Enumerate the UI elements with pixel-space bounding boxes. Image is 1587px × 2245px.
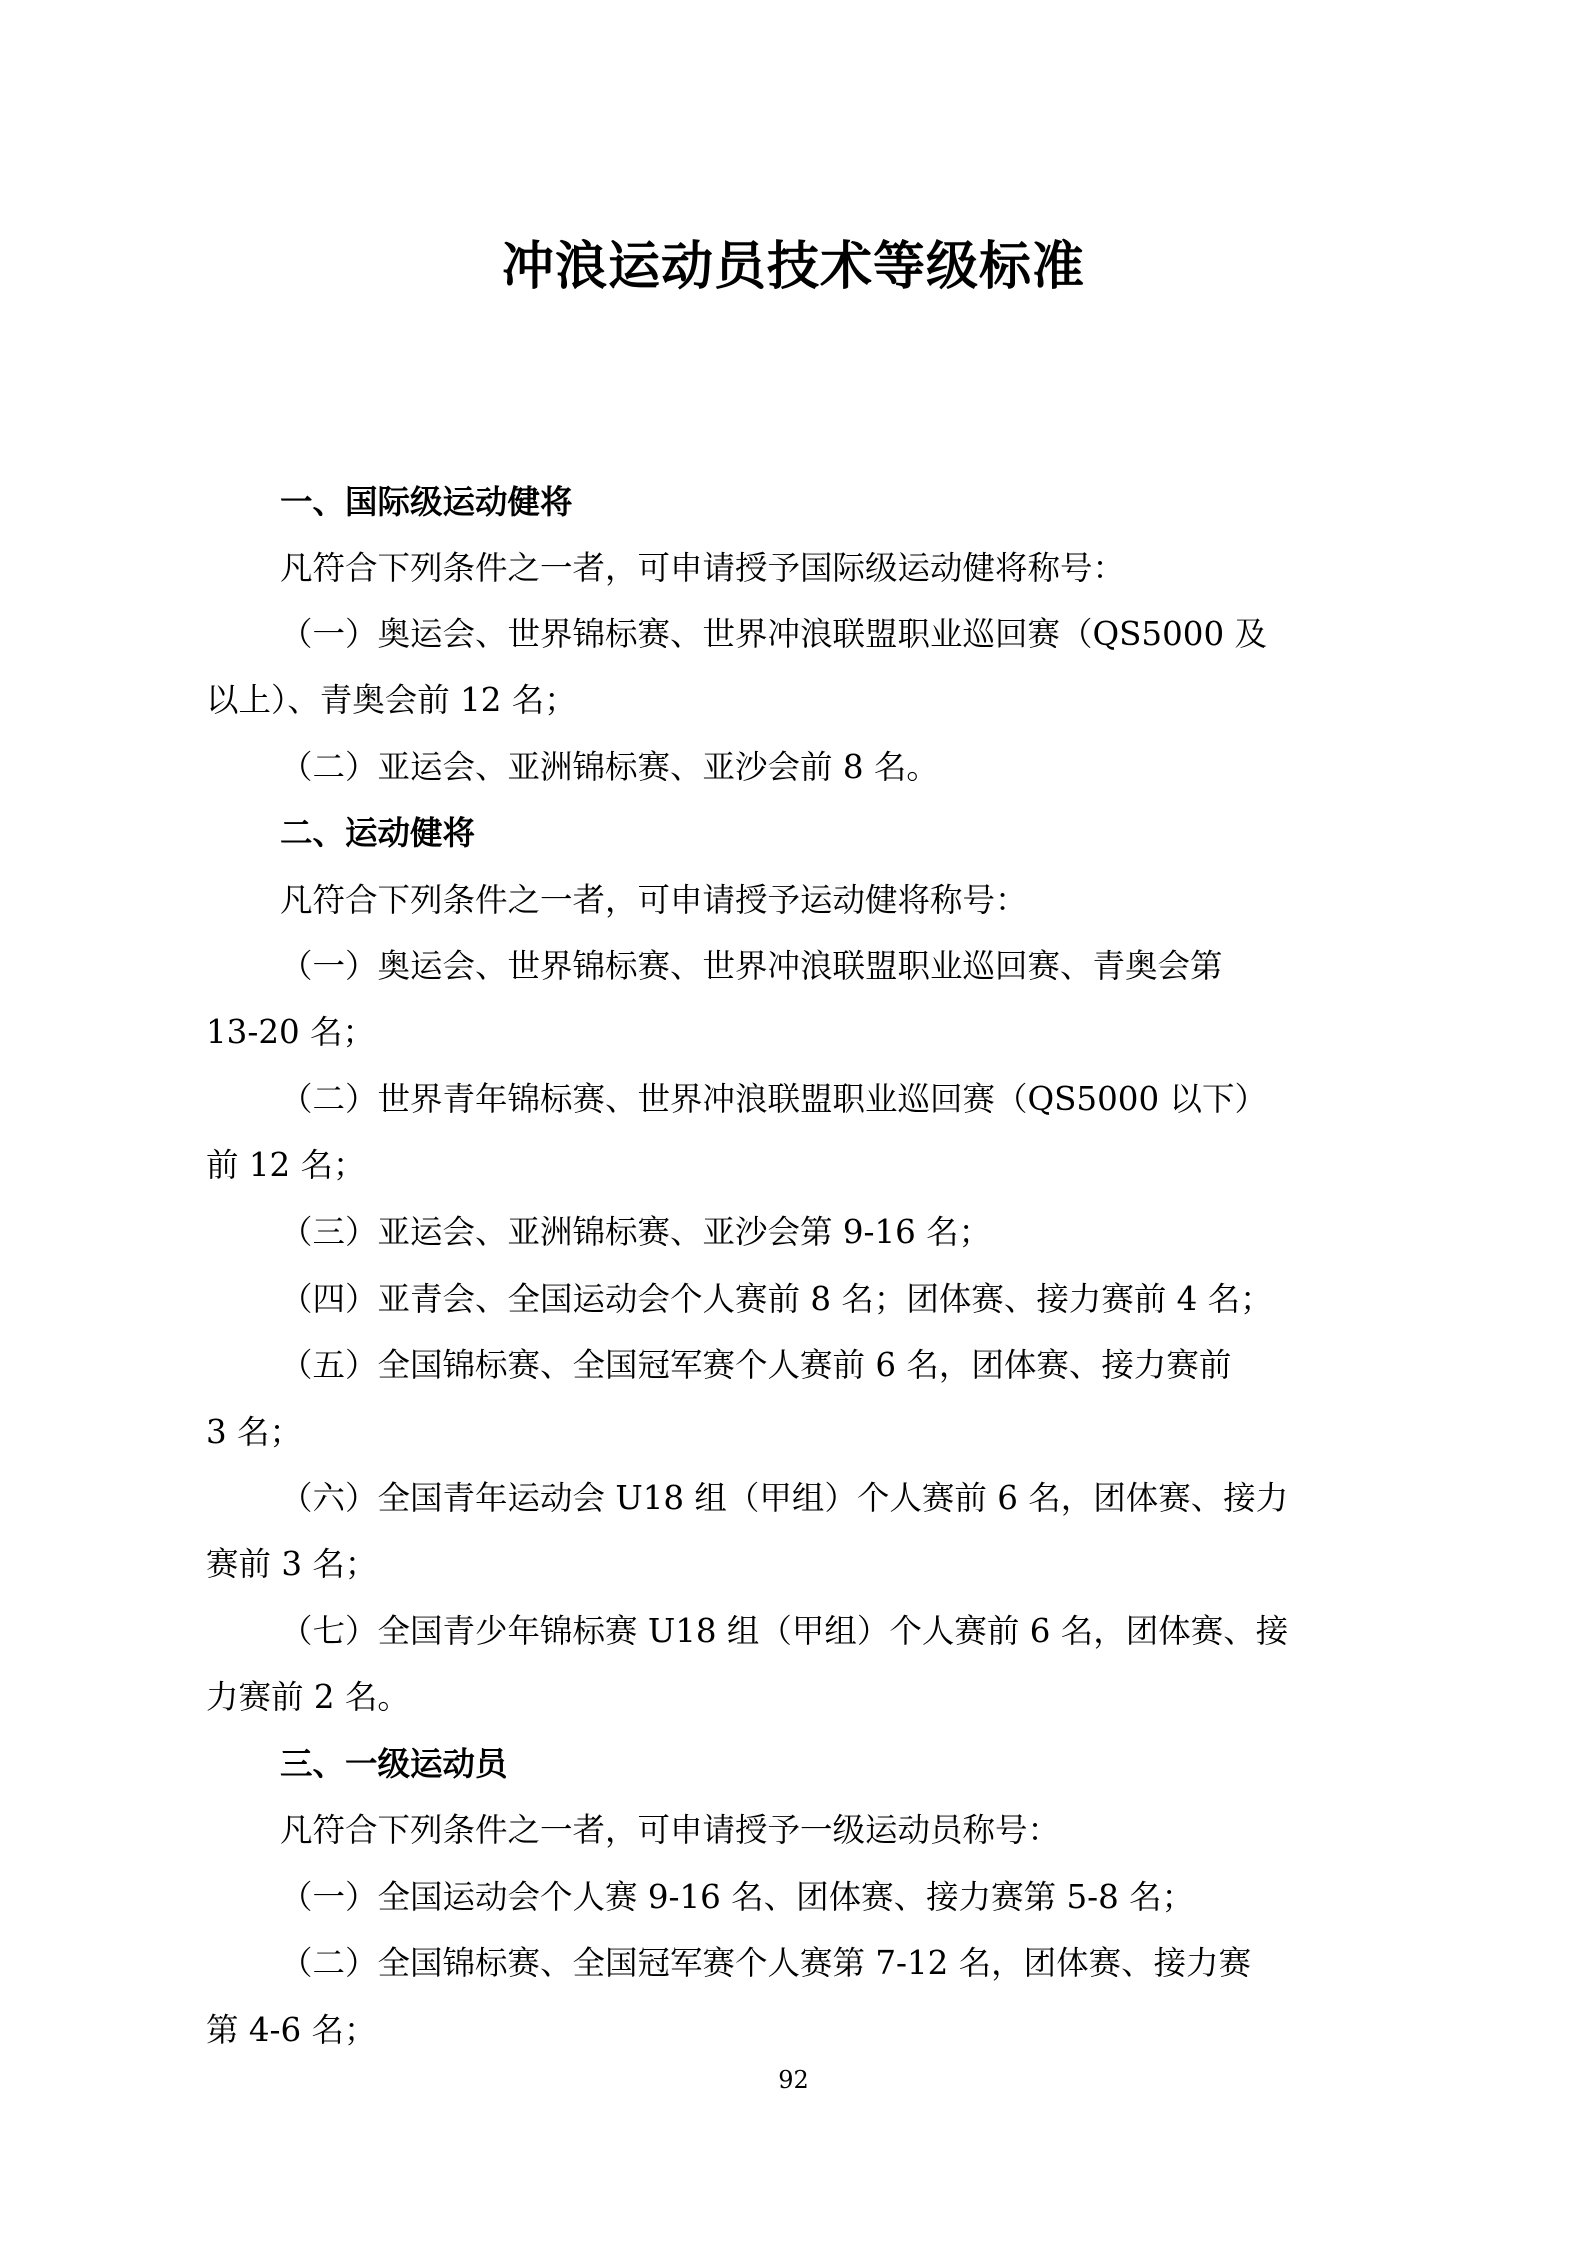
section-heading-first-class: 三、一级运动员 xyxy=(280,1745,508,1783)
paragraph-line: （一）奥运会、世界锦标赛、世界冲浪联盟职业巡回赛、青奥会第 xyxy=(280,947,1223,985)
paragraph-line: 凡符合下列条件之一者，可申请授予运动健将称号： xyxy=(280,881,1028,919)
paragraph-line: （二）世界青年锦标赛、世界冲浪联盟职业巡回赛（QS5000 以下） xyxy=(280,1080,1267,1118)
paragraph-line: 前 12 名； xyxy=(206,1146,366,1184)
page-number: 92 xyxy=(778,2066,809,2094)
paragraph-line: （三）亚运会、亚洲锦标赛、亚沙会第 9-16 名； xyxy=(280,1213,992,1251)
paragraph-line: （二）亚运会、亚洲锦标赛、亚沙会前 8 名。 xyxy=(280,748,939,786)
paragraph-line: （四）亚青会、全国运动会个人赛前 8 名；团体赛、接力赛前 4 名； xyxy=(280,1280,1273,1318)
paragraph-line: 以上）、青奥会前 12 名； xyxy=(206,681,577,719)
paragraph-line: （六）全国青年运动会 U18 组（甲组）个人赛前 6 名，团体赛、接力 xyxy=(280,1479,1289,1517)
page-title: 冲浪运动员技术等级标准 xyxy=(501,236,1085,297)
paragraph-line: （一）奥运会、世界锦标赛、世界冲浪联盟职业巡回赛（QS5000 及 xyxy=(280,615,1267,653)
paragraph-line: （七）全国青少年锦标赛 U18 组（甲组）个人赛前 6 名，团体赛、接 xyxy=(280,1612,1289,1650)
section-heading-international-master: 一、国际级运动健将 xyxy=(280,483,573,521)
paragraph-line: （一）全国运动会个人赛 9-16 名、团体赛、接力赛第 5-8 名； xyxy=(280,1878,1195,1916)
paragraph-line: 凡符合下列条件之一者，可申请授予一级运动员称号： xyxy=(280,1811,1061,1849)
paragraph-line: 凡符合下列条件之一者，可申请授予国际级运动健将称号： xyxy=(280,549,1126,587)
paragraph-line: 3 名； xyxy=(206,1413,303,1451)
section-heading-master: 二、运动健将 xyxy=(280,814,476,852)
paragraph-line: 13-20 名； xyxy=(206,1013,376,1051)
paragraph-line: 第 4-6 名； xyxy=(206,2011,377,2049)
paragraph-line: （二）全国锦标赛、全国冠军赛个人赛第 7-12 名，团体赛、接力赛 xyxy=(280,1944,1252,1982)
paragraph-line: （五）全国锦标赛、全国冠军赛个人赛前 6 名，团体赛、接力赛前 xyxy=(280,1346,1232,1384)
paragraph-line: 赛前 3 名； xyxy=(206,1545,378,1583)
paragraph-line: 力赛前 2 名。 xyxy=(206,1678,410,1716)
